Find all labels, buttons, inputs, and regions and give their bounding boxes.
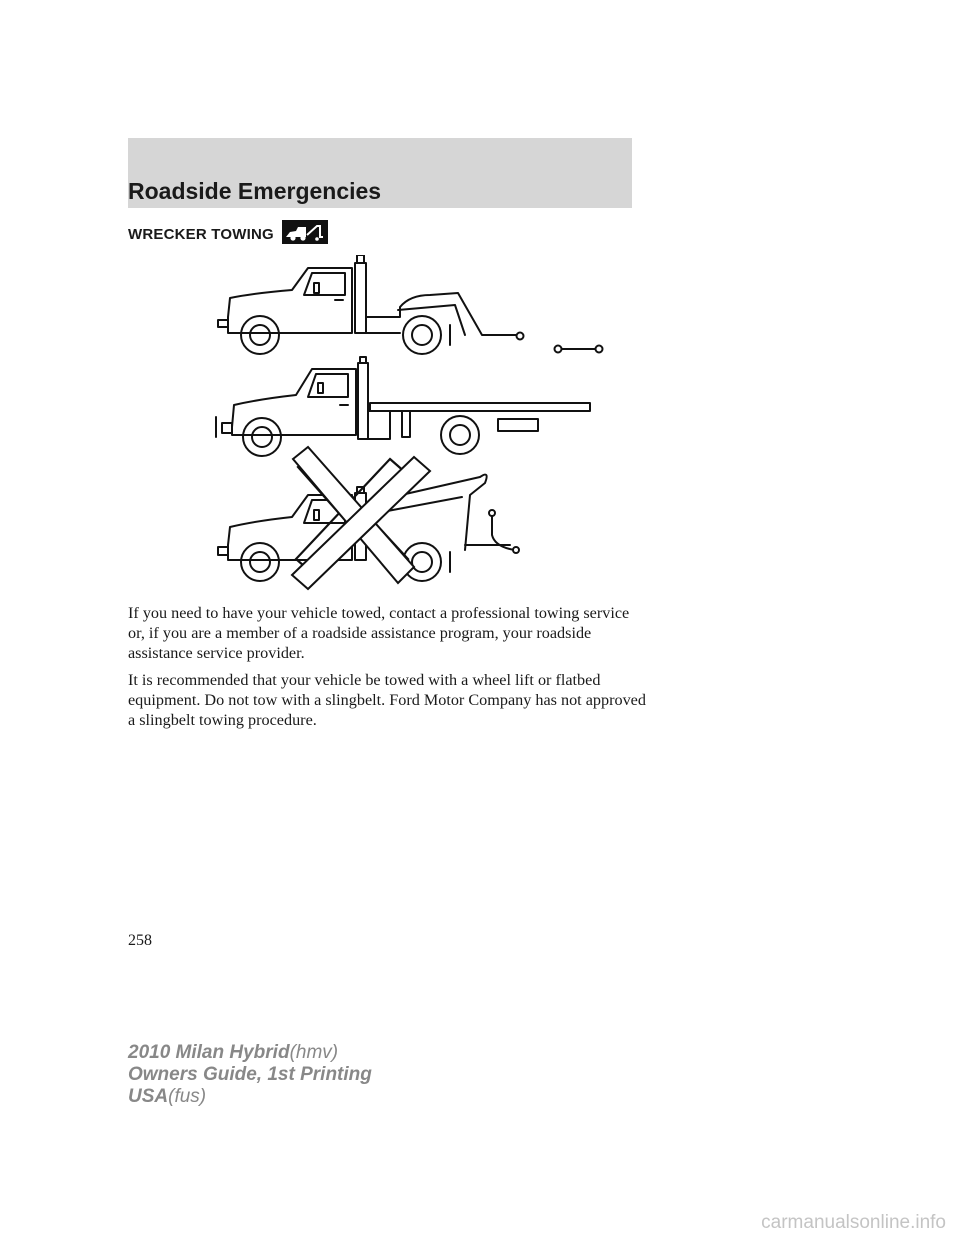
footer-model-code: (hmv) [289,1042,339,1063]
footer-model: 2010 Milan Hybrid [128,1042,290,1063]
flatbed-tow-truck [216,357,590,456]
tow-truck-icon [282,220,328,244]
footer-line-2 [128,1064,372,1086]
footer-line-3 [128,1086,372,1108]
footer-edition: Owners Guide, 1st Printing [128,1064,372,1085]
towing-illustration [200,255,620,600]
slingbelt-tow-truck-crossed-out [218,447,519,589]
watermark: carmanualsonline.info [761,1212,946,1233]
wheel-lift-tow-truck [218,255,603,354]
footer [128,1042,372,1108]
page-number: 258 [128,932,152,949]
section-heading: WRECKER TOWING [128,226,274,243]
paragraph: If you need to have your vehicle towed, contact a professional towing service or, if you are a member of a roadside assistance program, your roadside assistance service provider. [128,604,630,662]
paragraph: It is recommended that your vehicle be towed with a wheel lift or flatbed equipment. Do not tow with a slingbelt. Ford Motor Company has not approved a slingbelt towing procedure. [128,671,646,729]
footer-line-1 [128,1042,372,1064]
footer-market-code: (fus) [168,1086,207,1107]
footer-market: USA [128,1086,169,1107]
page-title: Roadside Emergencies [128,178,382,204]
body-text [128,603,648,737]
